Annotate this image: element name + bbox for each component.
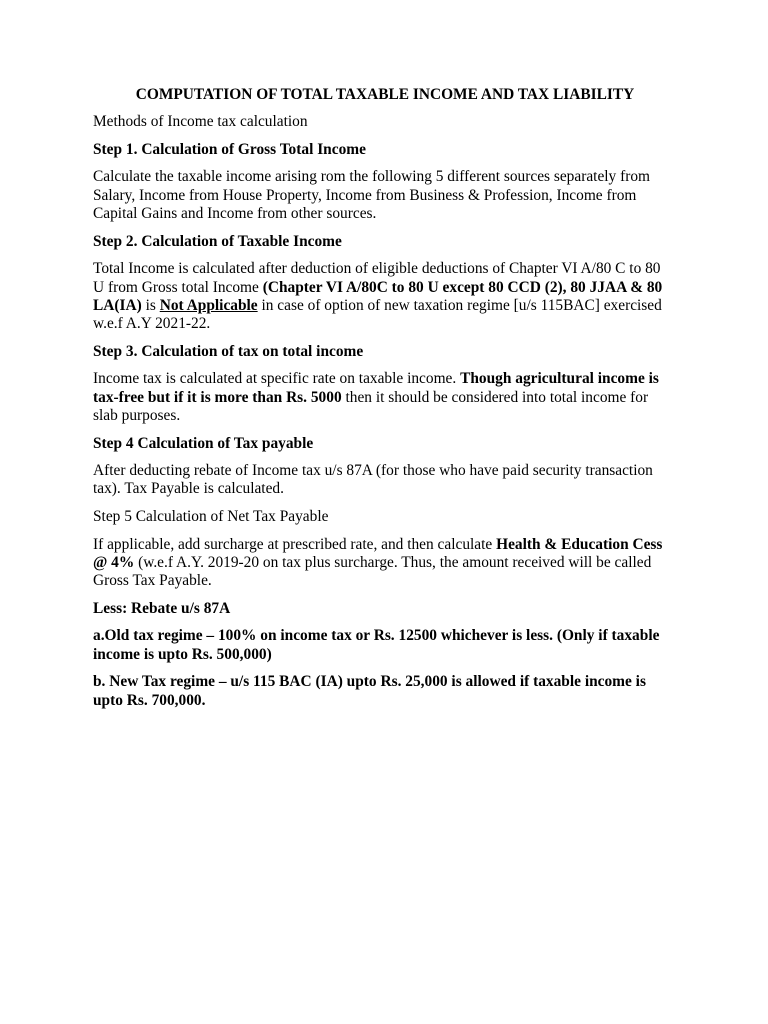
step3-body (93, 370, 673, 425)
old-regime-rebate: a.Old tax regime – 100% on income tax or Rs. 12500 whichever is less. (Only if taxable income is upto Rs. 500,000) (93, 627, 660, 663)
step3-text-1: Income tax is calculated at specific rate on taxable income. (93, 370, 461, 388)
step3-agricultural-bold: Though agricultural income is tax-free but if it is more than Rs. 5000 (93, 370, 659, 406)
step2-chapter-bold: (Chapter VI A/80C to 80 U except 80 CCD (2), 80 JJAA & 80 LA(IA) (93, 278, 663, 314)
step2-not-applicable: Not Applicable (159, 296, 258, 314)
step5-body (93, 536, 673, 591)
step3-text-2: then it should be considered into total income for slab purposes. (93, 388, 649, 424)
intro-text: Methods of Income tax calculation (93, 113, 308, 131)
document-title: COMPUTATION OF TOTAL TAXABLE INCOME AND TAX LIABILITY (135, 86, 635, 103)
step2-heading: Step 2. Calculation of Taxable Income (93, 232, 342, 250)
step5-cess-bold: Health & Education Cess @ 4% (93, 535, 663, 571)
step5-text-2: (w.e.f A.Y. 2019-20 on tax plus surcharge. Thus, the amount received will be called Gross Tax Payable. (93, 553, 652, 590)
step1-body: Calculate the taxable income arising rom the following 5 different sources separately from Salary, Income from House Property, Income from Business & Profession, Income from Capital Gains and Income from other sources. (93, 168, 651, 223)
step3-heading: Step 3. Calculation of tax on total income (93, 342, 364, 360)
rebate-heading: Less: Rebate u/s 87A (93, 599, 231, 617)
step4-heading: Step 4 Calculation of Tax payable (93, 434, 314, 452)
step2-body (93, 260, 673, 333)
step2-text-1: Total Income is calculated after deduction of eligible deductions of Chapter VI A/80 C to 80 U from Gross total Income (93, 260, 661, 296)
step5-heading: Step 5 Calculation of Net Tax Payable (93, 508, 329, 526)
step1-heading: Step 1. Calculation of Gross Total Income (93, 140, 366, 158)
step5-text-1: If applicable, add surcharge at prescribed rate, and then calculate (93, 535, 497, 553)
step2-text-2: is (141, 296, 160, 314)
new-regime-rebate: b. New Tax regime – u/s 115 BAC (IA) upto Rs. 25,000 is allowed if taxable income is upto Rs. 700,000. (93, 673, 646, 709)
step2-text-3: in case of option of new taxation regime [u/s 115BAC] exercised w.e.f A.Y 2021-22. (93, 296, 662, 333)
document-content (93, 86, 673, 719)
step4-body: After deducting rebate of Income tax u/s 87A (for those who have paid security transaction tax). Tax Payable is calculated. (93, 462, 653, 498)
